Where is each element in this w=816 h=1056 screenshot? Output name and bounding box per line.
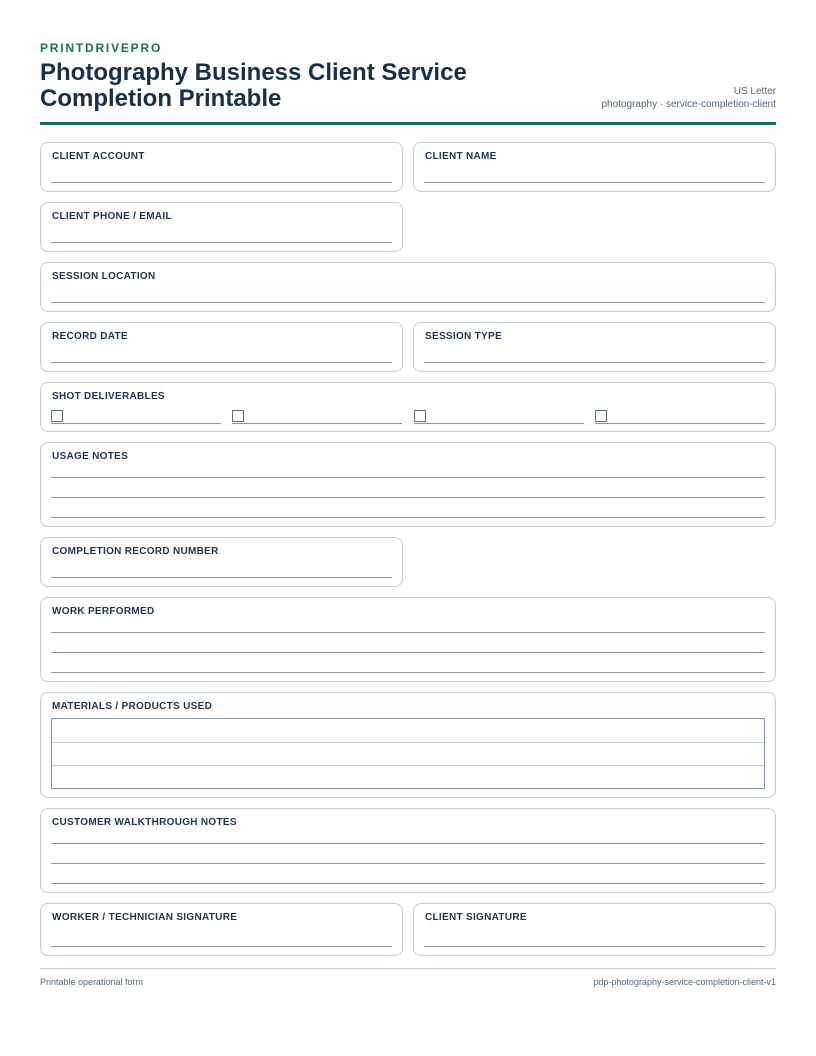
client-account-field[interactable]: [40, 142, 403, 192]
work-performed-line-2[interactable]: [51, 652, 765, 653]
session-location-line[interactable]: [51, 302, 765, 303]
completion-record-number-field[interactable]: [40, 537, 403, 587]
usage-notes-line-2[interactable]: [51, 497, 765, 498]
walkthrough-notes-line-2[interactable]: [51, 863, 765, 864]
work-performed-line-1[interactable]: [51, 632, 765, 633]
page-title: Photography Business Client Service Completion Printable: [40, 59, 467, 112]
checkbox-icon[interactable]: [51, 410, 63, 422]
document-meta: [601, 85, 776, 111]
deliverable-item-3[interactable]: [414, 409, 584, 424]
checkbox-icon[interactable]: [414, 410, 426, 422]
usage-notes-label: USAGE NOTES: [52, 451, 129, 462]
walkthrough-notes-line-1[interactable]: [51, 843, 765, 844]
client-signature-field[interactable]: [413, 903, 776, 956]
document-tags: photography · service-completion-client: [601, 99, 776, 110]
usage-notes-line-1[interactable]: [51, 477, 765, 478]
deliverable-item-1[interactable]: [51, 409, 221, 424]
brand-name: PRINTDRIVEPRO: [40, 41, 163, 55]
materials-label: MATERIALS / PRODUCTS USED: [52, 701, 213, 712]
client-account-line[interactable]: [51, 182, 392, 183]
session-type-field[interactable]: [413, 322, 776, 372]
footer-rule: [40, 968, 776, 969]
checkbox-icon[interactable]: [232, 410, 244, 422]
materials-table-row-divider: [52, 742, 764, 743]
materials-field: [40, 692, 776, 798]
walkthrough-notes-line-3[interactable]: [51, 883, 765, 884]
usage-notes-line-3[interactable]: [51, 517, 765, 518]
walkthrough-notes-field[interactable]: [40, 808, 776, 893]
deliverable-item-4[interactable]: [595, 409, 765, 424]
footer-left-text: Printable operational form: [40, 977, 144, 987]
record-date-field[interactable]: [40, 322, 403, 372]
paper-size: US Letter: [733, 86, 776, 97]
session-location-label: SESSION LOCATION: [52, 271, 156, 282]
client-name-field[interactable]: [413, 142, 776, 192]
record-date-line[interactable]: [51, 362, 392, 363]
client-signature-line[interactable]: [424, 946, 765, 947]
client-signature-label: CLIENT SIGNATURE: [425, 912, 527, 923]
completion-record-number-label: COMPLETION RECORD NUMBER: [52, 546, 219, 557]
work-performed-label: WORK PERFORMED: [52, 606, 155, 617]
record-date-label: RECORD DATE: [52, 331, 128, 342]
client-name-line[interactable]: [424, 182, 765, 183]
usage-notes-field[interactable]: [40, 442, 776, 527]
technician-signature-label: WORKER / TECHNICIAN SIGNATURE: [52, 912, 238, 923]
completion-record-number-line[interactable]: [51, 577, 392, 578]
client-name-label: CLIENT NAME: [425, 151, 497, 162]
session-location-field[interactable]: [40, 262, 776, 312]
shot-deliverables-field: [40, 382, 776, 432]
client-account-label: CLIENT ACCOUNT: [52, 151, 145, 162]
footer-form-id: pdp-photography-service-completion-client-v1: [593, 977, 776, 987]
deliverable-item-2[interactable]: [232, 409, 402, 424]
client-phone-email-label: CLIENT PHONE / EMAIL: [52, 211, 172, 222]
technician-signature-line[interactable]: [51, 946, 392, 947]
technician-signature-field[interactable]: [40, 903, 403, 956]
header-rule: [40, 122, 776, 125]
materials-table[interactable]: [51, 718, 765, 789]
work-performed-field[interactable]: [40, 597, 776, 682]
checkbox-icon[interactable]: [595, 410, 607, 422]
materials-table-row-divider: [52, 765, 764, 766]
client-phone-email-field[interactable]: [40, 202, 403, 252]
session-type-label: SESSION TYPE: [425, 331, 502, 342]
shot-deliverables-label: SHOT DELIVERABLES: [52, 391, 165, 402]
client-phone-email-line[interactable]: [51, 242, 392, 243]
work-performed-line-3[interactable]: [51, 672, 765, 673]
session-type-line[interactable]: [424, 362, 765, 363]
walkthrough-notes-label: CUSTOMER WALKTHROUGH NOTES: [52, 817, 237, 828]
